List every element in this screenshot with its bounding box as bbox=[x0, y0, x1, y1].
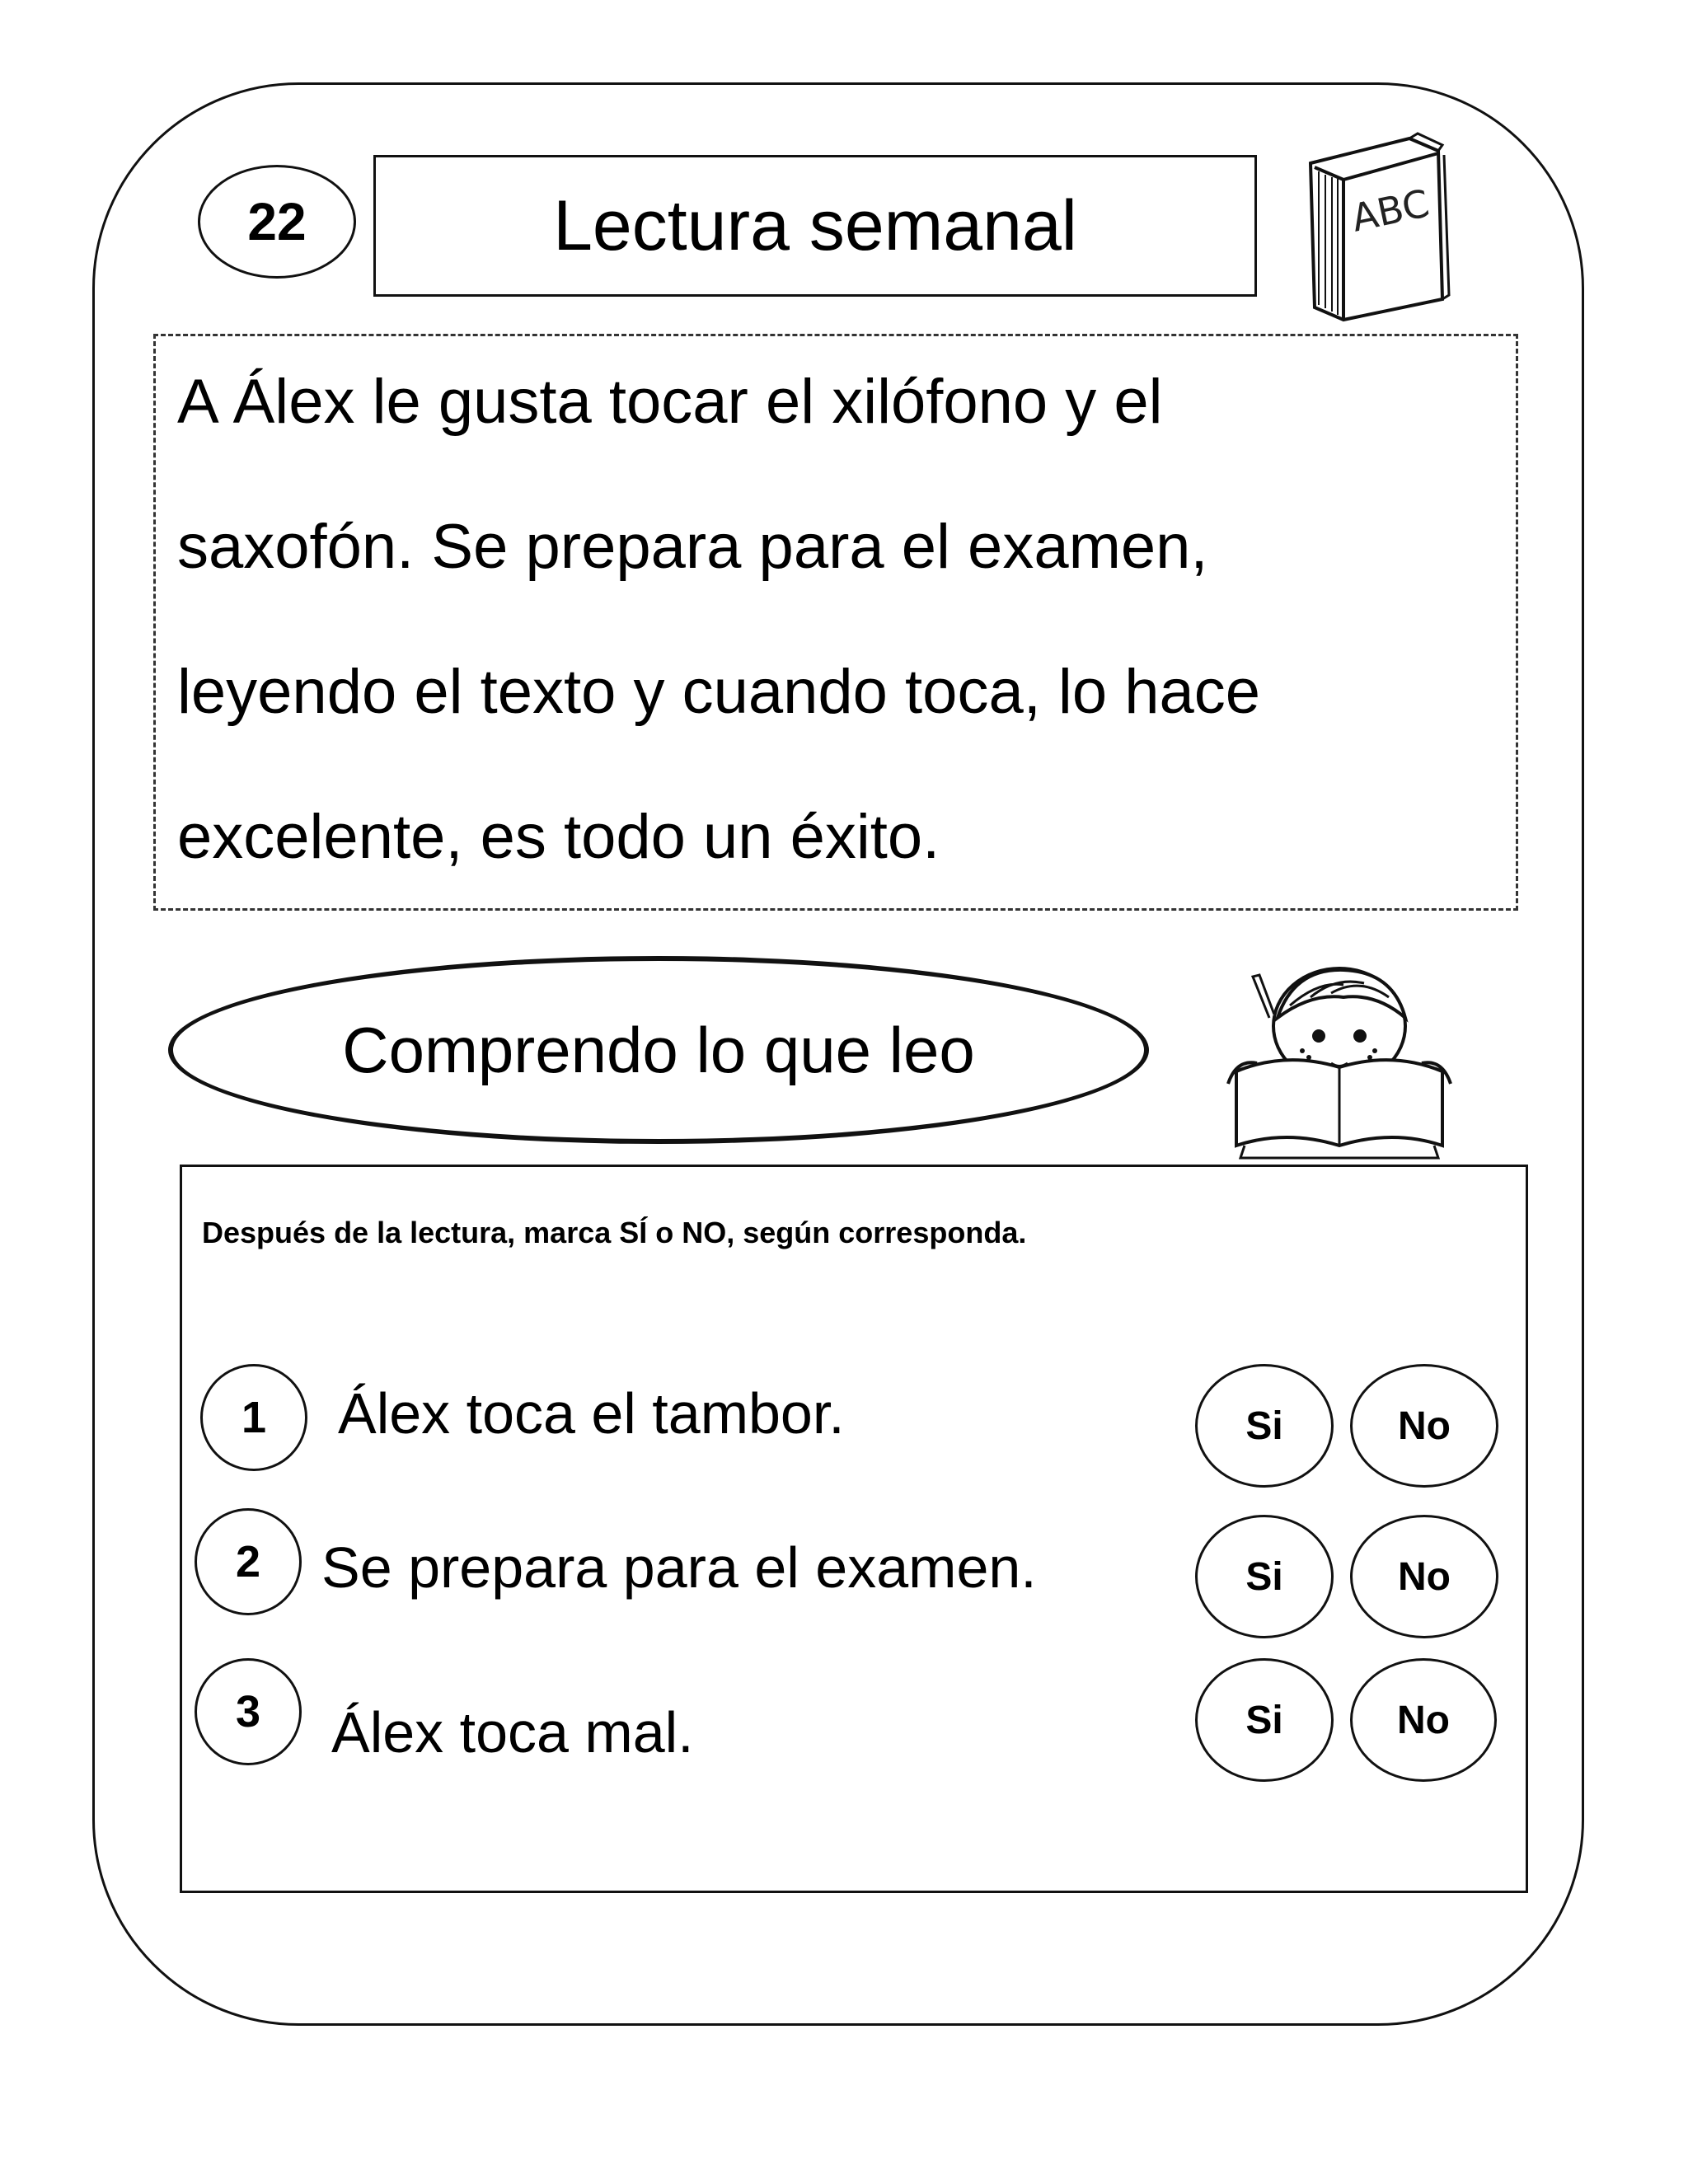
answer-no-button-3[interactable]: No bbox=[1350, 1658, 1497, 1782]
child-reading-book-icon bbox=[1220, 960, 1459, 1162]
reading-line: saxofón. Se prepara para el examen, bbox=[177, 512, 1208, 582]
reading-line: A Álex le gusta tocar el xilófono y el bbox=[177, 367, 1163, 437]
answer-yes-button-2[interactable]: Si bbox=[1195, 1515, 1334, 1638]
answer-yes-button-1[interactable]: Si bbox=[1195, 1364, 1334, 1488]
question-text-2: Se prepara para el examen. bbox=[321, 1535, 1037, 1600]
question-number-3: 3 bbox=[195, 1658, 302, 1765]
answer-no-button-1[interactable]: No bbox=[1350, 1364, 1498, 1488]
question-text-1: Álex toca el tambor. bbox=[338, 1381, 845, 1446]
reading-passage bbox=[153, 334, 1518, 911]
reading-line: leyendo el texto y cuando toca, lo hace bbox=[177, 657, 1261, 727]
instructions-text: Después de la lectura, marca SÍ o NO, según corresponda. bbox=[202, 1216, 1027, 1249]
lesson-number-badge: 22 bbox=[198, 165, 356, 279]
question-text-3: Álex toca mal. bbox=[331, 1700, 694, 1765]
abc-label: ABC bbox=[1348, 180, 1433, 241]
abc-book-icon bbox=[1286, 130, 1471, 324]
question-number-2: 2 bbox=[195, 1508, 302, 1615]
questions-panel bbox=[180, 1165, 1528, 1893]
answer-no-button-2[interactable]: No bbox=[1350, 1515, 1498, 1638]
question-number-1: 1 bbox=[200, 1364, 307, 1471]
page-title: Lectura semanal bbox=[373, 155, 1257, 297]
comprehension-heading: Comprendo lo que leo bbox=[168, 956, 1149, 1144]
reading-line: excelente, es todo un éxito. bbox=[177, 802, 940, 872]
answer-yes-button-3[interactable]: Si bbox=[1195, 1658, 1334, 1782]
